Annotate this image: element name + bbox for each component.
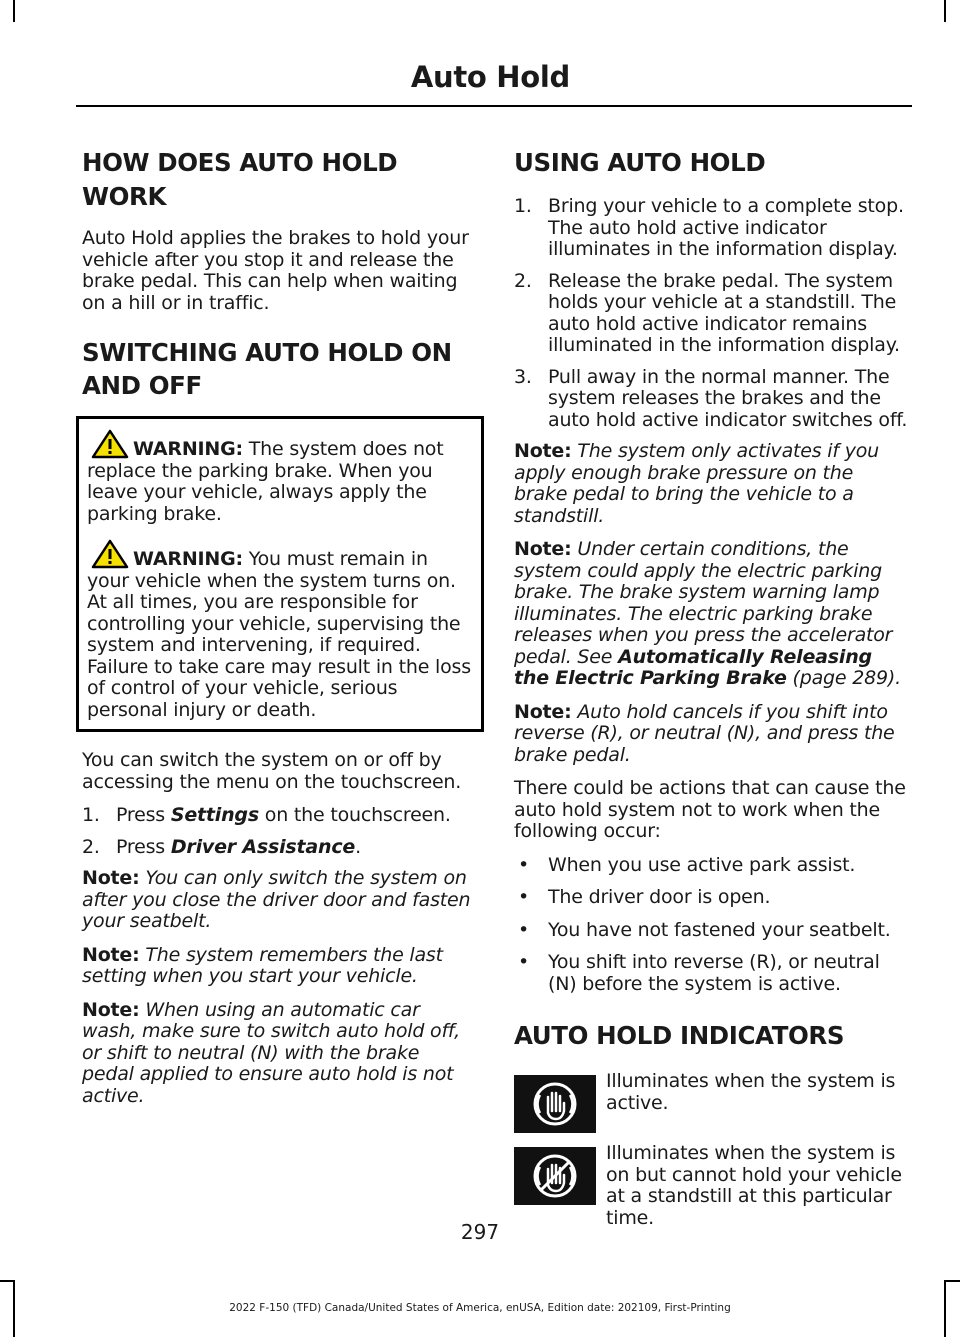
- auto-hold-active-icon: [514, 1075, 596, 1133]
- note-text: Auto hold cancels if you shift into reverse (R), or neutral (N), and press the brake pedal.: [514, 700, 895, 766]
- note-label: Note:: [82, 943, 140, 966]
- page-reference: (page 289).: [786, 667, 901, 689]
- note: [514, 441, 908, 527]
- list-item: [514, 920, 908, 942]
- auto-hold-unavailable-icon: [514, 1147, 596, 1205]
- page-header-title: Auto Hold: [410, 60, 570, 94]
- step-text: Press: [116, 804, 171, 826]
- note-text: The system remembers the last setting when you start your vehicle.: [82, 943, 443, 987]
- section-heading-switching: SWITCHING AUTO HOLD ON AND OFF: [82, 338, 452, 400]
- bullet: •: [518, 918, 530, 941]
- step-number: 2.: [82, 835, 100, 858]
- cross-reference-link[interactable]: Automatically Releasing the Electric Parking Brake: [514, 645, 872, 689]
- note: [514, 539, 908, 690]
- bullet: •: [518, 886, 530, 908]
- list-item: [514, 367, 908, 432]
- note: [82, 945, 474, 988]
- note: [82, 1000, 474, 1108]
- left-column: [82, 146, 474, 1119]
- crop-mark-bottom-right-h: [946, 1280, 960, 1282]
- step-text: .: [355, 835, 361, 858]
- note-text: When using an automatic car wash, make sure to switch auto hold off, or shift to neutral (N) with the brake pedal applied to ensure auto hold is not active.: [82, 998, 460, 1107]
- note-label: Note:: [82, 998, 140, 1021]
- list-item: [514, 271, 908, 357]
- section-heading-using: USING AUTO HOLD: [514, 148, 766, 177]
- list-item: [514, 196, 908, 261]
- note-text: The system only activates if you apply enough brake pressure on the brake pedal to bring the vehicle to a standstill.: [514, 440, 880, 527]
- list-item: [82, 837, 474, 859]
- note-text: You can only switch the system on after you close the driver door and fasten your seatbelt.: [82, 867, 471, 932]
- page-number: 297: [460, 1220, 500, 1244]
- footer-edition-info: 2022 F-150 (TFD) Canada/United States of America, enUSA, Edition date: 202109, First-Printing: [229, 1302, 731, 1314]
- section-heading-how-it-works: HOW DOES AUTO HOLD WORK: [82, 148, 398, 211]
- note-label: Note:: [514, 538, 572, 560]
- note-text: Under certain conditions, the system could apply the electric parking brake. The brake system warning lamp illuminates. The electric parking brake releases when you press the accelerator pedal. See: [514, 538, 893, 668]
- note-label: Note:: [82, 867, 140, 889]
- right-column: [514, 146, 908, 1239]
- bullet: •: [518, 853, 530, 876]
- using-steps: [514, 196, 908, 431]
- note: [514, 702, 908, 767]
- note-label: Note:: [514, 440, 572, 462]
- crop-mark-top-left: [13, 0, 15, 22]
- indicator-text: Illuminates when the system is on but cannot hold your vehicle at a standstill at this particular time.: [606, 1142, 902, 1229]
- warning-label: WARNING:: [133, 438, 243, 460]
- crop-mark-top-right: [944, 0, 946, 22]
- bullet: •: [518, 951, 530, 973]
- warning-box: [76, 416, 484, 732]
- section-heading-indicators: AUTO HOLD INDICATORS: [514, 1021, 845, 1050]
- menu-settings: Settings: [170, 804, 259, 826]
- menu-driver-assistance: Driver Assistance: [170, 835, 356, 858]
- bullet-text: You have not fastened your seatbelt.: [548, 918, 891, 941]
- bullet-text: You shift into reverse (R), or neutral (N) before the system is active.: [548, 951, 880, 995]
- list-item: [514, 952, 908, 995]
- crop-mark-bottom-left-h: [0, 1280, 14, 1282]
- warning-label: WARNING:: [133, 548, 243, 570]
- indicator-row: [514, 1071, 908, 1133]
- list-item: [514, 855, 908, 877]
- bullet-text: The driver door is open.: [548, 886, 771, 908]
- step-text: Bring your vehicle to a complete stop. The auto hold active indicator illuminates in the information display.: [548, 195, 904, 260]
- step-text: Press: [116, 835, 171, 858]
- indicator-text: Illuminates when the system is active.: [606, 1070, 896, 1114]
- step-number: 2.: [514, 269, 532, 292]
- warning-triangle-icon: [91, 429, 129, 459]
- note: [82, 868, 474, 933]
- conditions-list: [514, 855, 908, 996]
- warning-text: The system does not replace the parking brake. When you leave your vehicle, always apply the parking brake.: [87, 438, 444, 525]
- header-rule: [76, 105, 912, 107]
- note-label: Note:: [514, 700, 572, 723]
- step-text: Pull away in the normal manner. The system releases the brakes and the auto hold active indicator switches off.: [548, 365, 908, 431]
- actions-intro: There could be actions that can cause the auto hold system not to work when the following occur:: [514, 777, 906, 842]
- warning-triangle-icon: [91, 539, 129, 569]
- settings-steps: [82, 805, 474, 858]
- switch-paragraph: You can switch the system on or off by accessing the menu on the touchscreen.: [82, 749, 462, 793]
- bullet-text: When you use active park assist.: [548, 853, 856, 876]
- warning-2: [87, 539, 473, 721]
- indicator-row: [514, 1143, 908, 1229]
- step-text: on the touchscreen.: [258, 804, 451, 826]
- step-text: Release the brake pedal. The system holds your vehicle at a standstill. The auto hold active indicator remains illuminated in the information display.: [548, 269, 900, 356]
- step-number: 3.: [514, 365, 532, 388]
- warning-1: [87, 429, 473, 525]
- warning-text: You must remain in your vehicle when the system turns on. At all times, you are responsible for controlling your vehicle, supervising the system and intervening, if required. Failure to take care may result in the loss of control of your vehicle, serious personal injury or death.: [87, 548, 471, 721]
- list-item: [82, 805, 474, 827]
- intro-paragraph: Auto Hold applies the brakes to hold your vehicle after you stop it and release the brake pedal. This can help when waiting on a hill or in traffic.: [82, 227, 469, 314]
- step-number: 1.: [82, 804, 100, 826]
- step-number: 1.: [514, 195, 532, 217]
- list-item: [514, 887, 908, 909]
